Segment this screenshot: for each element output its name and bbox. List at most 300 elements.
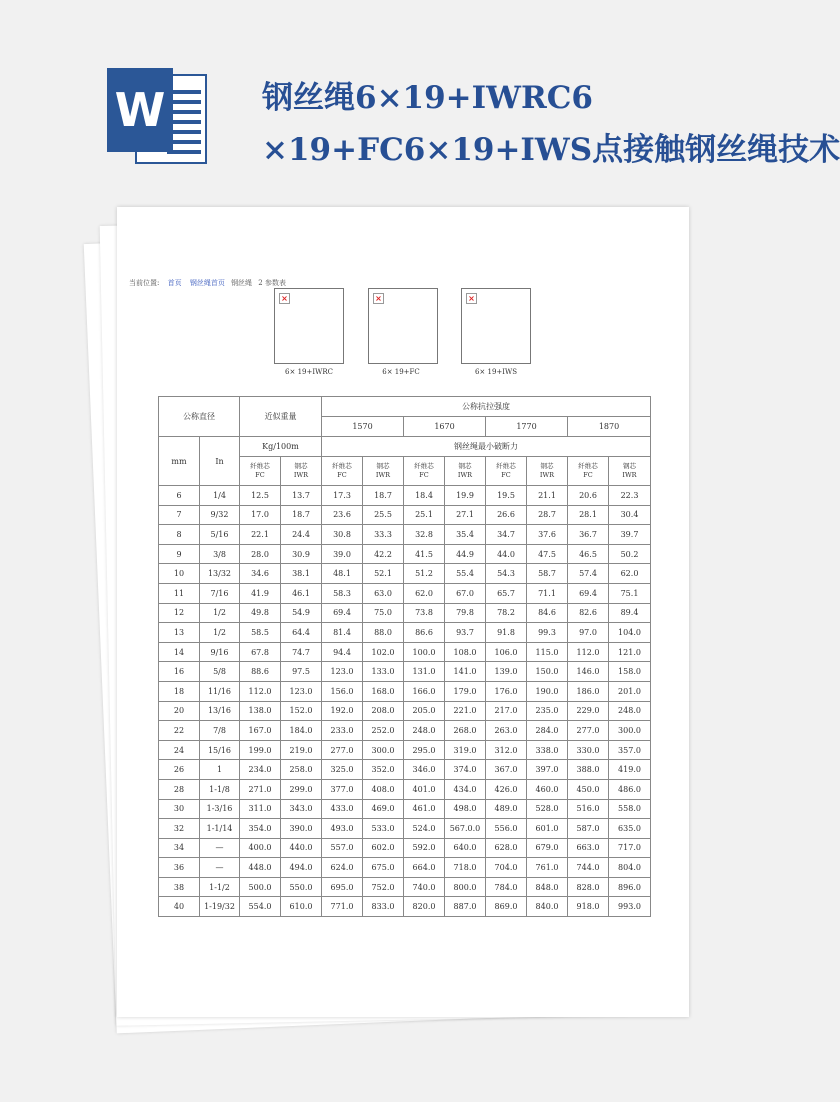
subheader-iwr [609,457,651,486]
table-cell: 869.0 [486,897,527,917]
header-mm: mm [159,437,200,486]
table-cell: 34.7 [486,525,527,545]
table-cell: 41.9 [240,583,281,603]
table-row [159,681,651,701]
table-cell: 610.0 [281,897,322,917]
table-cell: 1-3/16 [200,799,240,819]
table-cell: 12.5 [240,486,281,506]
table-cell: 357.0 [609,740,651,760]
table-cell: 63.0 [363,583,404,603]
table-cell: 390.0 [281,819,322,839]
table-row [159,564,651,584]
subheader-fc [240,457,281,486]
table-cell: 30.4 [609,505,651,525]
subheader-fc-label: 纤维芯 [250,462,270,470]
table-cell: 18.4 [404,486,445,506]
table-cell: 346.0 [404,760,445,780]
table-cell: 277.0 [322,740,363,760]
table-cell: 179.0 [445,681,486,701]
table-cell: 49.8 [240,603,281,623]
table-row [159,779,651,799]
table-cell: 28.7 [527,505,568,525]
table-cell: 33.3 [363,525,404,545]
table-cell: — [200,858,240,878]
table-cell: 489.0 [486,799,527,819]
table-cell: 20.6 [568,486,609,506]
table-row [159,721,651,741]
table-cell: 516.0 [568,799,609,819]
table-cell: 67.8 [240,642,281,662]
table-cell: 10 [159,564,200,584]
table-cell: 46.1 [281,583,322,603]
table-cell: 558.0 [609,799,651,819]
table-cell: 1/4 [200,486,240,506]
table-row [159,701,651,721]
table-cell: 23.6 [322,505,363,525]
table-cell: 121.0 [609,642,651,662]
table-cell: 833.0 [363,897,404,917]
subheader-iwr-code: IWR [622,471,637,479]
table-cell: 74.7 [281,642,322,662]
table-row [159,897,651,917]
table-cell: 32 [159,819,200,839]
document-title-line1: 钢丝绳6×19+IWRC6 [262,80,593,116]
table-cell: 887.0 [445,897,486,917]
table-cell: 19.9 [445,486,486,506]
table-cell: 5/16 [200,525,240,545]
image-placeholder-iwrc [274,288,344,364]
table-cell: 138.0 [240,701,281,721]
table-cell: 39.0 [322,544,363,564]
table-cell: 57.4 [568,564,609,584]
table-cell: 248.0 [404,721,445,741]
table-cell: 51.2 [404,564,445,584]
table-cell: 695.0 [322,877,363,897]
subheader-fc [322,457,363,486]
table-cell: 71.1 [527,583,568,603]
subheader-fc-label: 纤维芯 [332,462,352,470]
table-cell: 397.0 [527,760,568,780]
table-cell: 64.4 [281,623,322,643]
table-cell: 94.4 [322,642,363,662]
table-cell: 330.0 [568,740,609,760]
table-cell: 108.0 [445,642,486,662]
table-cell: 176.0 [486,681,527,701]
table-cell: 679.0 [527,838,568,858]
table-cell: 664.0 [404,858,445,878]
table-cell: 3/8 [200,544,240,564]
subheader-fc-code: FC [337,471,347,479]
table-cell: 12 [159,603,200,623]
table-cell: 152.0 [281,701,322,721]
table-cell: 65.7 [486,583,527,603]
subheader-fc [568,457,609,486]
table-cell: 38 [159,877,200,897]
table-cell: 201.0 [609,681,651,701]
table-cell: 81.4 [322,623,363,643]
table-row [159,486,651,506]
subheader-iwr-code: IWR [539,471,555,479]
word-letter-badge: W [107,68,173,152]
image-caption-iwrc: 6× 19+IWRC [285,368,333,376]
table-cell: 199.0 [240,740,281,760]
subheader-fc-label: 纤维芯 [414,462,434,470]
table-cell: 500.0 [240,877,281,897]
table-cell: 248.0 [609,701,651,721]
table-cell: 156.0 [322,681,363,701]
table-cell: 21.1 [527,486,568,506]
table-cell: 18.7 [363,486,404,506]
subheader-fc [486,457,527,486]
table-cell: 46.5 [568,544,609,564]
table-row [159,838,651,858]
table-cell: 18.7 [281,505,322,525]
table-cell: 9/16 [200,642,240,662]
table-cell: 1/2 [200,623,240,643]
table-cell: 377.0 [322,779,363,799]
breadcrumb-link-home[interactable]: 首页 [167,279,182,287]
table-cell: 58.5 [240,623,281,643]
table-cell: 34 [159,838,200,858]
table-cell: 1/2 [200,603,240,623]
table-cell: 469.0 [363,799,404,819]
image-caption-iws: 6× 19+IWS [474,368,518,376]
table-cell: 41.5 [404,544,445,564]
table-cell: 8 [159,525,200,545]
table-cell: 13/32 [200,564,240,584]
table-cell: 30.9 [281,544,322,564]
table-cell: 55.4 [445,564,486,584]
table-cell: 28.1 [568,505,609,525]
table-row [159,877,651,897]
table-cell: 343.0 [281,799,322,819]
subheader-iwr-label: 钢芯 [294,462,308,470]
table-cell: 299.0 [281,779,322,799]
table-cell: 601.0 [527,819,568,839]
table-cell: 268.0 [445,721,486,741]
table-cell: 69.4 [322,603,363,623]
table-cell: 27.1 [445,505,486,525]
subheader-fc-code: FC [419,471,429,479]
table-cell: 158.0 [609,662,651,682]
document-title-line2: ×19+FC6×19+IWS点接触钢丝绳技术 [262,132,840,168]
table-cell: 338.0 [527,740,568,760]
table-cell: 263.0 [486,721,527,741]
header-strength-1670: 1670 [404,417,486,437]
table-cell: 426.0 [486,779,527,799]
table-cell: 28.0 [240,544,281,564]
table-cell: 744.0 [568,858,609,878]
table-cell: 400.0 [240,838,281,858]
table-cell: 325.0 [322,760,363,780]
table-cell: 52.1 [363,564,404,584]
table-cell: 168.0 [363,681,404,701]
table-cell: 115.0 [527,642,568,662]
table-cell: 13/16 [200,701,240,721]
table-cell: 192.0 [322,701,363,721]
table-cell: 131.0 [404,662,445,682]
broken-image-icon: × [279,293,290,304]
table-cell: — [200,838,240,858]
table-row [159,799,651,819]
table-cell: 7/8 [200,721,240,741]
spec-table [158,396,651,917]
table-cell: 761.0 [527,858,568,878]
table-cell: 740.0 [404,877,445,897]
breadcrumb-link-rope-home[interactable]: 钢丝绳首页 [189,279,225,287]
table-cell: 448.0 [240,858,281,878]
subheader-fc-label: 纤维芯 [496,462,516,470]
header-in: In [200,437,240,486]
table-cell: 75.1 [609,583,651,603]
table-row [159,525,651,545]
table-cell: 14 [159,642,200,662]
table-cell: 233.0 [322,721,363,741]
table-cell: 112.0 [568,642,609,662]
document-preview-page [117,207,689,1017]
table-cell: 374.0 [445,760,486,780]
table-cell: 352.0 [363,760,404,780]
table-cell: 311.0 [240,799,281,819]
breadcrumb [129,278,286,288]
table-cell: 993.0 [609,897,651,917]
header-weight-unit: Kg/100m [240,437,322,457]
table-cell: 208.0 [363,701,404,721]
table-cell: 300.0 [609,721,651,741]
image-placeholder-iws [461,288,531,364]
subheader-iwr-label: 钢芯 [623,462,636,470]
table-cell: 58.3 [322,583,363,603]
table-cell: 37.6 [527,525,568,545]
subheader-fc [404,457,445,486]
table-cell: 848.0 [527,877,568,897]
subheader-iwr-code: IWR [293,471,309,479]
table-cell: 312.0 [486,740,527,760]
table-cell: 388.0 [568,760,609,780]
table-cell: 528.0 [527,799,568,819]
broken-image-icon: × [373,293,384,304]
table-cell: 62.0 [404,583,445,603]
table-cell: 11 [159,583,200,603]
table-cell: 258.0 [281,760,322,780]
table-cell: 235.0 [527,701,568,721]
table-row [159,819,651,839]
table-cell: 440.0 [281,838,322,858]
table-cell: 461.0 [404,799,445,819]
subheader-iwr-label: 钢芯 [540,462,554,470]
table-cell: 205.0 [404,701,445,721]
table-cell: 146.0 [568,662,609,682]
breadcrumb-prefix: 当前位置: [129,279,160,287]
table-cell: 9 [159,544,200,564]
table-cell: 36 [159,858,200,878]
table-cell: 69.4 [568,583,609,603]
table-cell: 39.7 [609,525,651,545]
table-cell: 1-1/14 [200,819,240,839]
table-cell: 587.0 [568,819,609,839]
table-cell: 1-1/2 [200,877,240,897]
table-row [159,740,651,760]
table-cell: 82.6 [568,603,609,623]
table-cell: 25.1 [404,505,445,525]
table-cell: 167.0 [240,721,281,741]
table-cell: 804.0 [609,858,651,878]
table-cell: 38.1 [281,564,322,584]
table-row [159,623,651,643]
table-cell: 9/32 [200,505,240,525]
table-cell: 494.0 [281,858,322,878]
table-row [159,760,651,780]
breadcrumb-item-rope: 钢丝绳 [231,279,253,287]
table-cell: 18 [159,681,200,701]
table-cell: 28 [159,779,200,799]
table-row [159,642,651,662]
table-cell: 7/16 [200,583,240,603]
image-placeholder-fc [368,288,438,364]
subheader-iwr [363,457,404,486]
table-cell: 752.0 [363,877,404,897]
table-cell: 141.0 [445,662,486,682]
table-cell: 354.0 [240,819,281,839]
header-diameter: 公称直径 [159,397,240,437]
table-cell: 635.0 [609,819,651,839]
table-cell: 5/8 [200,662,240,682]
subheader-fc-code: FC [501,471,511,479]
table-cell: 89.4 [609,603,651,623]
table-cell: 624.0 [322,858,363,878]
table-cell: 190.0 [527,681,568,701]
table-cell: 567.0.0 [445,819,486,839]
header-weight: 近似重量 [240,397,322,437]
table-row [159,505,651,525]
table-cell: 102.0 [363,642,404,662]
table-cell: 112.0 [240,681,281,701]
subheader-fc-label: 纤维芯 [578,462,598,470]
table-cell: 408.0 [363,779,404,799]
subheader-iwr-code: IWR [457,471,473,479]
table-cell: 79.8 [445,603,486,623]
table-cell: 460.0 [527,779,568,799]
table-cell: 62.0 [609,564,651,584]
table-cell: 284.0 [527,721,568,741]
header-strength-1870: 1870 [568,417,651,437]
table-cell: 36.7 [568,525,609,545]
subheader-fc-code: FC [583,471,593,479]
table-cell: 84.6 [527,603,568,623]
table-cell: 24 [159,740,200,760]
table-cell: 13.7 [281,486,322,506]
header-strength: 公称抗拉强度 [322,397,651,417]
table-cell: 20 [159,701,200,721]
table-cell: 319.0 [445,740,486,760]
table-cell: 93.7 [445,623,486,643]
table-cell: 556.0 [486,819,527,839]
table-cell: 58.7 [527,564,568,584]
table-cell: 1 [200,760,240,780]
table-cell: 524.0 [404,819,445,839]
subheader-iwr [281,457,322,486]
table-cell: 717.0 [609,838,651,858]
table-cell: 19.5 [486,486,527,506]
table-cell: 17.3 [322,486,363,506]
table-cell: 602.0 [363,838,404,858]
table-cell: 150.0 [527,662,568,682]
table-cell: 554.0 [240,897,281,917]
table-cell: 300.0 [363,740,404,760]
table-cell: 1-1/8 [200,779,240,799]
table-cell: 97.0 [568,623,609,643]
table-cell: 401.0 [404,779,445,799]
table-cell: 24.4 [281,525,322,545]
table-row [159,603,651,623]
table-cell: 67.0 [445,583,486,603]
table-cell: 44.0 [486,544,527,564]
table-cell: 557.0 [322,838,363,858]
table-cell: 166.0 [404,681,445,701]
breadcrumb-item-params: 2 参数表 [258,279,286,287]
table-cell: 88.6 [240,662,281,682]
subheader-iwr-code: IWR [375,471,391,479]
table-cell: 277.0 [568,721,609,741]
table-cell: 11/16 [200,681,240,701]
table-cell: 25.5 [363,505,404,525]
table-cell: 419.0 [609,760,651,780]
table-cell: 32.8 [404,525,445,545]
table-cell: 896.0 [609,877,651,897]
subheader-iwr-label: 钢芯 [458,462,472,470]
table-cell: 30 [159,799,200,819]
table-cell: 628.0 [486,838,527,858]
table-cell: 718.0 [445,858,486,878]
table-cell: 48.1 [322,564,363,584]
table-cell: 34.6 [240,564,281,584]
header-strength-1770: 1770 [486,417,568,437]
table-cell: 50.2 [609,544,651,564]
table-cell: 15/16 [200,740,240,760]
table-cell: 54.9 [281,603,322,623]
table-cell: 219.0 [281,740,322,760]
table-cell: 44.9 [445,544,486,564]
table-cell: 17.0 [240,505,281,525]
table-cell: 47.5 [527,544,568,564]
table-cell: 97.5 [281,662,322,682]
table-cell: 800.0 [445,877,486,897]
table-cell: 73.8 [404,603,445,623]
header-strength-1570: 1570 [322,417,404,437]
table-cell: 186.0 [568,681,609,701]
table-cell: 7 [159,505,200,525]
table-cell: 30.8 [322,525,363,545]
table-cell: 217.0 [486,701,527,721]
table-cell: 675.0 [363,858,404,878]
table-cell: 139.0 [486,662,527,682]
table-cell: 22 [159,721,200,741]
table-cell: 16 [159,662,200,682]
table-cell: 234.0 [240,760,281,780]
table-cell: 840.0 [527,897,568,917]
table-cell: 54.3 [486,564,527,584]
table-cell: 918.0 [568,897,609,917]
table-cell: 104.0 [609,623,651,643]
header-breaking-force: 钢丝绳最小破断力 [322,437,651,457]
table-cell: 663.0 [568,838,609,858]
table-cell: 26.6 [486,505,527,525]
table-cell: 123.0 [322,662,363,682]
table-cell: 820.0 [404,897,445,917]
table-cell: 26 [159,760,200,780]
table-row [159,544,651,564]
table-cell: 22.3 [609,486,651,506]
